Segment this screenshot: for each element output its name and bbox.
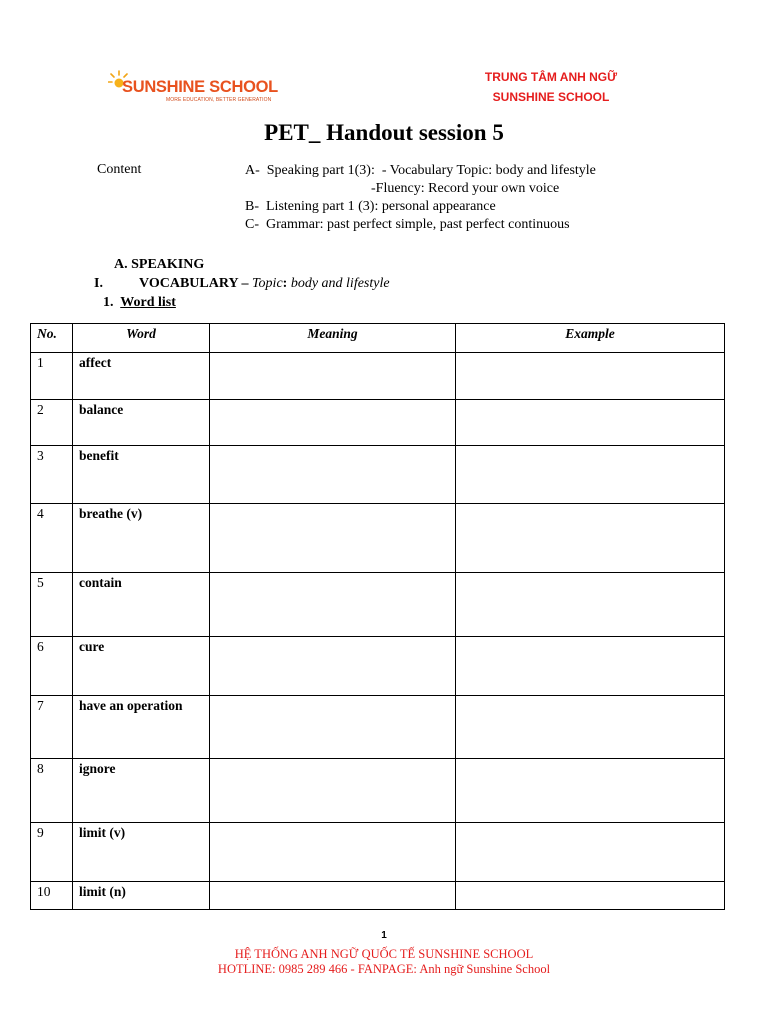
- row-number: 5: [31, 573, 73, 637]
- vocabulary-label: VOCABULARY –: [139, 276, 253, 291]
- row-word: contain: [73, 573, 210, 637]
- topic-label: Topic: [252, 276, 283, 291]
- center-name-line-2: SUNSHINE SCHOOL: [492, 90, 610, 104]
- header-word: Word: [73, 324, 210, 353]
- row-meaning[interactable]: [210, 637, 456, 696]
- header-no: No.: [31, 324, 73, 353]
- row-word: benefit: [73, 446, 210, 504]
- content-line: -Fluency: Record your own voice: [245, 181, 560, 196]
- content-line: C- Grammar: past perfect simple, past perfect continuous: [245, 217, 570, 232]
- row-number: 2: [31, 400, 73, 446]
- table-row: [31, 573, 725, 637]
- table-row: [31, 823, 725, 882]
- word-list-label: Word list: [120, 295, 176, 310]
- content-label: Content: [97, 162, 142, 177]
- content-line: B- Listening part 1 (3): personal appearance: [245, 199, 496, 214]
- row-example[interactable]: [456, 637, 725, 696]
- row-meaning[interactable]: [210, 882, 456, 910]
- table-row: [31, 696, 725, 759]
- row-number: 9: [31, 823, 73, 882]
- row-example[interactable]: [456, 823, 725, 882]
- table-row: [31, 759, 725, 823]
- row-example[interactable]: [456, 353, 725, 400]
- row-meaning[interactable]: [210, 573, 456, 637]
- table-row: [31, 882, 725, 910]
- row-meaning[interactable]: [210, 504, 456, 573]
- row-number: 8: [31, 759, 73, 823]
- row-number: 4: [31, 504, 73, 573]
- row-meaning[interactable]: [210, 823, 456, 882]
- row-example[interactable]: [456, 400, 725, 446]
- center-name-line-1: TRUNG TÂM ANH NGỮ: [484, 70, 618, 84]
- logo-tagline: MORE EDUCATION, BETTER GENERATION: [166, 97, 272, 103]
- content-list: [245, 162, 596, 234]
- row-meaning[interactable]: [210, 353, 456, 400]
- page-number: 1: [381, 930, 387, 941]
- row-word: have an operation: [73, 696, 210, 759]
- row-example[interactable]: [456, 882, 725, 910]
- row-number: 3: [31, 446, 73, 504]
- topic-colon: :: [282, 276, 288, 291]
- row-word: affect: [73, 353, 210, 400]
- row-word: limit (v): [73, 823, 210, 882]
- handout-title: PET_ Handout session 5: [264, 120, 504, 145]
- row-meaning[interactable]: [210, 759, 456, 823]
- table-row: [31, 504, 725, 573]
- row-number: 6: [31, 637, 73, 696]
- section-speaking-heading: A. SPEAKING: [114, 257, 205, 272]
- header-example: Example: [456, 324, 725, 353]
- row-example[interactable]: [456, 504, 725, 573]
- page-footer: [0, 947, 768, 977]
- row-number: 7: [31, 696, 73, 759]
- row-meaning[interactable]: [210, 696, 456, 759]
- row-word: limit (n): [73, 882, 210, 910]
- sunshine-school-logo: [108, 70, 288, 106]
- row-example[interactable]: [456, 696, 725, 759]
- row-meaning[interactable]: [210, 446, 456, 504]
- footer-line-1: HỆ THỐNG ANH NGỮ QUỐC TẾ SUNSHINE SCHOOL: [234, 947, 534, 961]
- section-word-list-heading: [103, 295, 176, 311]
- content-line: A- Speaking part 1(3): - Vocabulary Topic: body and lifestyle: [245, 163, 596, 178]
- row-number: 10: [31, 882, 73, 910]
- vocabulary-number: I.: [94, 276, 103, 291]
- row-word: cure: [73, 637, 210, 696]
- table-row: [31, 446, 725, 504]
- table-row: [31, 400, 725, 446]
- word-list-table: [30, 323, 725, 910]
- row-word: balance: [73, 400, 210, 446]
- row-number: 1: [31, 353, 73, 400]
- word-list-number: 1.: [103, 295, 114, 310]
- table-row: [31, 637, 725, 696]
- section-vocabulary-heading: [94, 276, 390, 292]
- topic-value: body and lifestyle: [287, 276, 390, 291]
- center-name: [476, 67, 626, 107]
- row-example[interactable]: [456, 446, 725, 504]
- row-meaning[interactable]: [210, 400, 456, 446]
- row-word: breathe (v): [73, 504, 210, 573]
- row-example[interactable]: [456, 759, 725, 823]
- row-word: ignore: [73, 759, 210, 823]
- logo-wordmark: SUNSHINE SCHOOL: [122, 78, 278, 96]
- footer-line-2: HOTLINE: 0985 289 466 - FANPAGE: Anh ngữ Sunshine School: [217, 962, 551, 976]
- table-row: [31, 353, 725, 400]
- header-meaning: Meaning: [210, 324, 456, 353]
- row-example[interactable]: [456, 573, 725, 637]
- table-header-row: [31, 324, 725, 353]
